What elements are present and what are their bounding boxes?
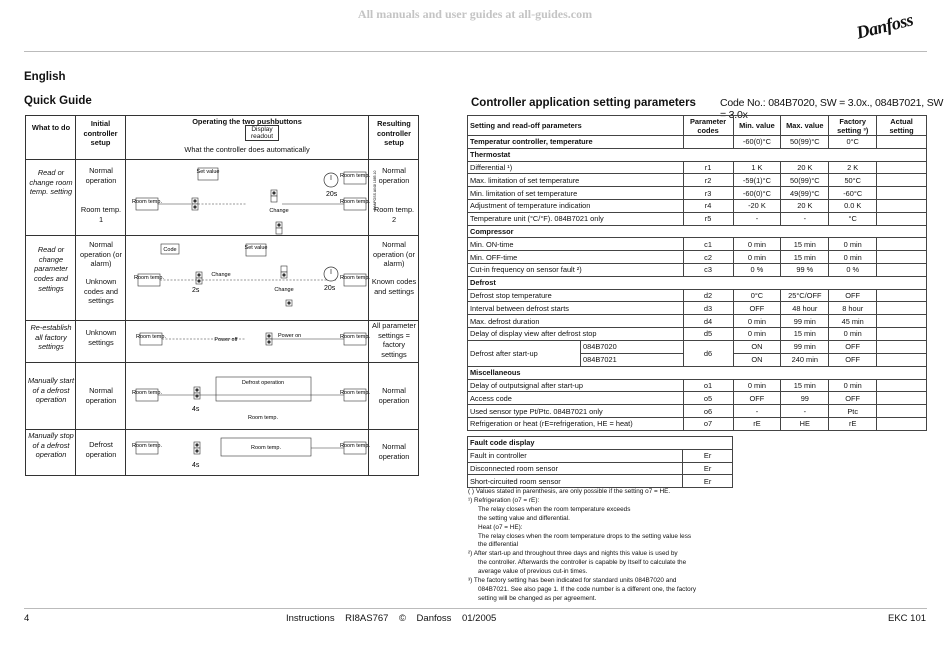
table-row xyxy=(468,405,927,418)
parameter-value: 49(99)°C xyxy=(781,187,829,200)
footnote-line xyxy=(468,497,708,506)
footnote-line xyxy=(468,577,708,586)
parameter-value: 0 min xyxy=(733,251,781,264)
footer-info: Instructions RI8AS767 © Danfoss 01/2005 xyxy=(286,613,497,624)
parameter-value: rE xyxy=(829,417,877,430)
svg-text:Room temp.: Room temp. xyxy=(132,443,162,449)
parameter-name: Interval between defrost starts xyxy=(468,302,684,315)
parameter-value xyxy=(877,302,927,315)
footnote-line xyxy=(468,550,708,559)
parameter-name: Min. ON-time xyxy=(468,238,684,251)
parameter-value xyxy=(877,212,927,225)
parameter-value xyxy=(877,353,927,366)
parameter-value: 1 K xyxy=(733,161,781,174)
svg-text:Room temp.: Room temp. xyxy=(134,275,164,281)
footnote-text: Refrigeration (o7 = rE): xyxy=(474,496,540,504)
parameter-value xyxy=(877,161,927,174)
top-divider xyxy=(24,51,927,52)
footnote-line xyxy=(468,506,708,515)
parameter-value: °C xyxy=(829,212,877,225)
parameter-value xyxy=(877,251,927,264)
svg-text:Defrost operation: Defrost operation xyxy=(241,380,285,386)
parameter-value: OFF xyxy=(829,353,877,366)
parameter-value: 99 % xyxy=(781,263,829,276)
parameter-value: 0 % xyxy=(733,263,781,276)
parameter-value: ON xyxy=(733,340,781,353)
parameter-value: 99 min xyxy=(781,315,829,328)
footnote-text: After start-up and throughout three days and nights this value is used by xyxy=(473,550,678,558)
parameter-value: 8 hour xyxy=(829,302,877,315)
diagram-parameter-codes xyxy=(126,236,368,320)
row1-result-a: Normal operation xyxy=(378,166,410,185)
parameter-value: OFF xyxy=(733,302,781,315)
svg-text:Room temp.: Room temp. xyxy=(340,275,370,281)
parameter-value xyxy=(877,392,927,405)
table-row xyxy=(468,212,927,225)
footnote-text: The relay closes when the room temperature exceeds xyxy=(478,505,631,513)
row2-initial-a: Normal operation (or alarm) xyxy=(80,240,122,269)
parameter-value: 20 K xyxy=(781,199,829,212)
table-row xyxy=(468,462,733,475)
footnote-text: the differential xyxy=(478,541,519,549)
parameter-value: r2 xyxy=(683,174,733,187)
parameter-name: Temperature unit (°C/°F). 084B7021 only xyxy=(468,212,684,225)
parameter-value: 2 K xyxy=(829,161,877,174)
column-header: Setting and read-off parameters xyxy=(468,116,684,136)
parameter-value xyxy=(877,289,927,302)
parameter-value: - xyxy=(781,405,829,418)
section-label: Miscellaneous xyxy=(468,366,927,379)
parameter-value: rE xyxy=(733,417,781,430)
defrost-after-startup-label: Defrost after start-up xyxy=(470,348,538,358)
table-row xyxy=(468,174,927,187)
footnote-line xyxy=(468,541,708,550)
footnote-line xyxy=(468,524,708,533)
row2-result-b: Known codes and settings xyxy=(371,277,417,296)
table-row xyxy=(468,161,927,174)
table-row xyxy=(468,302,927,315)
col-header-auto: What the controller does automatically xyxy=(184,145,310,154)
footnote-line xyxy=(468,515,708,524)
parameter-name: Max. limitation of set temperature xyxy=(468,174,684,187)
bottom-divider xyxy=(24,608,927,609)
model-name: EKC 101 xyxy=(888,613,927,624)
parameter-value: 15 min xyxy=(781,251,829,264)
parameter-value: c3 xyxy=(683,263,733,276)
svg-text:Power off: Power off xyxy=(214,337,238,343)
param-title: Controller application setting parameters xyxy=(471,97,696,109)
footnote-text: Values stated in parenthesis, are only possible if the setting o7 = HE. xyxy=(475,488,671,495)
parameter-value: -59(1)°C xyxy=(733,174,781,187)
room-temp-label: Room temp. xyxy=(132,199,162,205)
svg-text:Room temp.: Room temp. xyxy=(340,390,370,396)
parameter-value xyxy=(877,199,927,212)
parameter-value: - xyxy=(733,212,781,225)
table-row xyxy=(468,263,927,276)
parameter-value: -60(0)°C xyxy=(733,136,781,149)
parameter-value: 15 min xyxy=(781,238,829,251)
fault-code: Er xyxy=(683,462,733,475)
svg-text:Room temp.: Room temp. xyxy=(340,173,370,179)
parameter-name: Temperatur controller, temperature xyxy=(468,136,684,149)
diagram-stop-defrost xyxy=(126,430,368,476)
col-header-initial: Initial controller setup xyxy=(83,119,118,148)
column-header: Max. value xyxy=(781,116,829,136)
variant-code: 084B7020 xyxy=(581,341,683,354)
footnote-line xyxy=(468,488,708,497)
parameter-name: Min. OFF-time xyxy=(468,251,684,264)
parameter-value: 240 min xyxy=(781,353,829,366)
change-label: Change xyxy=(269,208,289,214)
parameter-value: 99 min xyxy=(781,340,829,353)
section-label: Thermostat xyxy=(468,148,927,161)
row5-initial: Defrost operation xyxy=(85,440,117,459)
table-row xyxy=(468,392,927,405)
svg-text:Room temp.: Room temp. xyxy=(251,445,281,451)
row4-result: Normal operation xyxy=(378,386,410,405)
t20s-label: 20s xyxy=(326,191,338,198)
fault-name: Short-circuited room sensor xyxy=(468,475,683,488)
parameter-value xyxy=(877,263,927,276)
parameter-value: - xyxy=(781,212,829,225)
fault-code: Er xyxy=(683,449,733,462)
parameter-value: 25°C/OFF xyxy=(781,289,829,302)
parameter-value xyxy=(877,136,927,149)
parameter-value: 48 hour xyxy=(781,302,829,315)
table-header-row xyxy=(468,116,927,136)
parameter-value: OFF xyxy=(829,340,877,353)
footnote-text: setting will be changed as per agreement. xyxy=(478,594,597,602)
table-row xyxy=(468,475,733,488)
parameter-value: r3 xyxy=(683,187,733,200)
col-header-what: What to do xyxy=(31,123,71,132)
parameter-value: 0 min xyxy=(829,327,877,340)
parameter-value xyxy=(877,187,927,200)
parameter-value xyxy=(877,315,927,328)
parameter-value: 0 min xyxy=(733,327,781,340)
parameter-value xyxy=(877,379,927,392)
parameter-value: 20 K xyxy=(781,161,829,174)
footnote-text: 084B7021. See also page 1. If the code number is a different one, the factory xyxy=(478,585,697,593)
table-row xyxy=(468,417,927,430)
svg-text:Room temp.: Room temp. xyxy=(340,443,370,449)
table-row xyxy=(468,136,927,149)
table-row xyxy=(468,449,733,462)
parameter-value: HE xyxy=(781,417,829,430)
parameter-value: d4 xyxy=(683,315,733,328)
svg-text:4s: 4s xyxy=(192,406,200,413)
parameter-value: d3 xyxy=(683,302,733,315)
display-readout-box: Display readout xyxy=(245,125,279,141)
fault-code-table xyxy=(467,436,733,488)
row1-initial-a: Normal operation xyxy=(85,166,117,185)
svg-text:Set value: Set value xyxy=(244,245,268,251)
parameter-name: Refrigeration or heat (rE=refrigeration, HE = heat) xyxy=(468,417,684,430)
column-header: Actual setting xyxy=(877,116,927,136)
parameter-value: 50(99)°C xyxy=(781,136,829,149)
parameter-value xyxy=(683,136,733,149)
row5-result: Normal operation xyxy=(378,442,410,461)
footnote-mark: ( ) xyxy=(468,488,476,495)
watermark: All manuals and user guides at all-guides.com xyxy=(357,7,593,21)
page-number: 4 xyxy=(24,613,30,624)
footnote-text: the setting value and differential. xyxy=(478,514,570,522)
parameter-value: Ptc xyxy=(829,405,877,418)
parameter-value: r4 xyxy=(683,199,733,212)
table-row xyxy=(468,340,927,353)
column-header: Min. value xyxy=(733,116,781,136)
svg-text:Code: Code xyxy=(163,247,177,253)
parameter-name: Adjustment of temperature indication xyxy=(468,199,684,212)
footnote-text: average value of previous cut-in times. xyxy=(478,568,588,576)
parameter-value: -60°C xyxy=(829,187,877,200)
variant-code: 084B7021 xyxy=(583,354,617,364)
svg-text:Change: Change xyxy=(211,272,231,278)
footnote-line xyxy=(468,568,708,577)
parameter-name: Min. limitation of set temperature xyxy=(468,187,684,200)
footnote-mark: ¹) xyxy=(468,496,475,504)
parameter-name: Max. defrost duration xyxy=(468,315,684,328)
row1-result-b: Room temp. 2 xyxy=(373,205,415,224)
footnote-text: The relay closes when the room temperature drops to the setting value less xyxy=(478,532,692,540)
parameter-value: o1 xyxy=(683,379,733,392)
parameter-table xyxy=(467,115,927,431)
parameter-value: 0 min xyxy=(829,379,877,392)
footnote-line xyxy=(468,559,708,568)
table-row xyxy=(468,315,927,328)
footnote-mark: ²) xyxy=(468,550,474,558)
parameter-value xyxy=(877,417,927,430)
parameter-value: r1 xyxy=(683,161,733,174)
table-row xyxy=(468,187,927,200)
diagram-factory-reset xyxy=(126,321,368,362)
parameter-value: 0 % xyxy=(829,263,877,276)
section-row xyxy=(468,225,927,238)
parameter-name: Differential ¹) xyxy=(468,161,684,174)
column-header: Parameter codes xyxy=(683,116,733,136)
svg-text:Room temp.: Room temp. xyxy=(248,415,278,421)
parameter-value: 0.0 K xyxy=(829,199,877,212)
fault-name: Disconnected room sensor xyxy=(468,462,683,475)
fault-title: Fault code display xyxy=(468,437,733,450)
row2-result-a: Normal operation (or alarm) xyxy=(373,240,415,269)
row3-initial: Unknown settings xyxy=(85,328,117,347)
footnote-text: the controller. Afterwards the controller is capable by Itself to calculate the xyxy=(478,559,687,567)
section-row xyxy=(468,148,927,161)
parameter-value: 45 min xyxy=(829,315,877,328)
parameter-value: -60(0)°C xyxy=(733,187,781,200)
svg-text:2s: 2s xyxy=(192,287,200,294)
row4-what: Manually start of a defrost operation xyxy=(28,376,75,405)
col-header-result: Resulting controller setup xyxy=(376,119,412,148)
row1-what: Read or change room temp. setting xyxy=(29,168,73,197)
svg-text:4s: 4s xyxy=(192,462,200,469)
parameter-value: 0 min xyxy=(733,379,781,392)
parameter-value: o5 xyxy=(683,392,733,405)
parameter-value xyxy=(877,340,927,353)
svg-text:20s: 20s xyxy=(324,285,336,292)
diagram-start-defrost xyxy=(126,363,368,429)
parameter-value xyxy=(877,327,927,340)
set-value-label: Set value xyxy=(196,169,220,175)
parameter-value: 15 min xyxy=(781,327,829,340)
parameter-value: OFF xyxy=(733,392,781,405)
table-row xyxy=(468,327,927,340)
row3-result: All parameter settings = factory settings xyxy=(372,321,416,359)
footnote-line xyxy=(468,595,708,604)
col-header-operating: Operating the two pushbuttons xyxy=(192,117,302,126)
footnote-mark: ³) xyxy=(468,577,474,585)
parameter-value: OFF xyxy=(829,392,877,405)
svg-text:Change: Change xyxy=(274,287,294,293)
parameter-name: Defrost stop temperature xyxy=(468,289,684,302)
svg-text:Room temp.: Room temp. xyxy=(132,390,162,396)
parameter-name: Delay of outputsignal after start-up xyxy=(468,379,684,392)
parameter-value: 99 xyxy=(781,392,829,405)
parameter-value: 0 min xyxy=(829,238,877,251)
row1-initial-b: Room temp. 1 xyxy=(80,205,122,224)
quick-guide-title: Quick Guide xyxy=(24,95,92,107)
svg-text:Room temp.: Room temp. xyxy=(340,199,370,205)
svg-text:Power on: Power on xyxy=(278,333,302,339)
parameter-value: d6 xyxy=(683,340,733,366)
section-row xyxy=(468,276,927,289)
parameter-name: Used sensor type Pt/Ptc. 084B7021 only xyxy=(468,405,684,418)
parameter-value xyxy=(877,238,927,251)
parameter-value: d5 xyxy=(683,327,733,340)
row2-what: Read or change parameter codes and settings xyxy=(33,245,69,293)
section-row xyxy=(468,366,927,379)
fault-code: Er xyxy=(683,475,733,488)
parameter-name: Access code xyxy=(468,392,684,405)
language-heading: English xyxy=(24,71,66,83)
svg-text:Room temp.: Room temp. xyxy=(136,334,166,340)
fault-name: Fault in controller xyxy=(468,449,683,462)
parameter-value xyxy=(877,405,927,418)
parameter-value: -20 K xyxy=(733,199,781,212)
footnote-line xyxy=(468,586,708,595)
table-row xyxy=(468,379,927,392)
parameter-value: d2 xyxy=(683,289,733,302)
parameter-value: 0 min xyxy=(733,238,781,251)
parameter-name: Delay of display view after defrost stop xyxy=(468,327,684,340)
code-number: Code No.: 084B7020, SW = 3.0x., 084B7021, SW = 3.0x xyxy=(720,97,944,121)
diagram-change-setting xyxy=(126,160,377,235)
parameter-value: r5 xyxy=(683,212,733,225)
footnote-text: Heat (o7 = HE): xyxy=(478,523,523,531)
footnote-text: The factory setting has been indicated for standard units 084B7020 and xyxy=(473,577,677,585)
parameter-value: 50°C xyxy=(829,174,877,187)
parameter-name xyxy=(468,340,684,366)
parameter-value: 15 min xyxy=(781,379,829,392)
parameter-value: 0 min xyxy=(733,315,781,328)
svg-text:Room temp.: Room temp. xyxy=(340,334,370,340)
parameter-value: o7 xyxy=(683,417,733,430)
parameter-value: o6 xyxy=(683,405,733,418)
svg-text:DANFOSS A048 1885.10: DANFOSS A048 1885.10 xyxy=(373,170,377,210)
parameter-value: - xyxy=(733,405,781,418)
parameter-value: 50(99)°C xyxy=(781,174,829,187)
quick-guide-table xyxy=(25,115,419,476)
section-label: Defrost xyxy=(468,276,927,289)
parameter-value: c2 xyxy=(683,251,733,264)
danfoss-logo: Danfoss xyxy=(854,9,915,43)
parameter-value: c1 xyxy=(683,238,733,251)
section-label: Compressor xyxy=(468,225,927,238)
row4-initial: Normal operation xyxy=(85,386,117,405)
parameter-value: 0°C xyxy=(829,136,877,149)
row5-what: Manually stop of a defrost operation xyxy=(28,431,74,460)
fault-title-row xyxy=(468,437,733,450)
footnotes xyxy=(468,488,708,604)
parameter-name: Cut-in frequency on sensor fault ²) xyxy=(468,263,684,276)
table-row xyxy=(468,289,927,302)
parameter-value: 0 min xyxy=(829,251,877,264)
column-header: Factory setting ³) xyxy=(829,116,877,136)
table-row xyxy=(468,199,927,212)
table-row xyxy=(468,238,927,251)
parameter-value: ON xyxy=(733,353,781,366)
row2-initial-b: Unknown codes and settings xyxy=(83,277,119,306)
table-row xyxy=(468,251,927,264)
footnote-line xyxy=(468,533,708,542)
parameter-value xyxy=(877,174,927,187)
parameter-value: OFF xyxy=(829,289,877,302)
parameter-value: 0°C xyxy=(733,289,781,302)
row3-what: Re-establish all factory settings xyxy=(30,323,72,352)
